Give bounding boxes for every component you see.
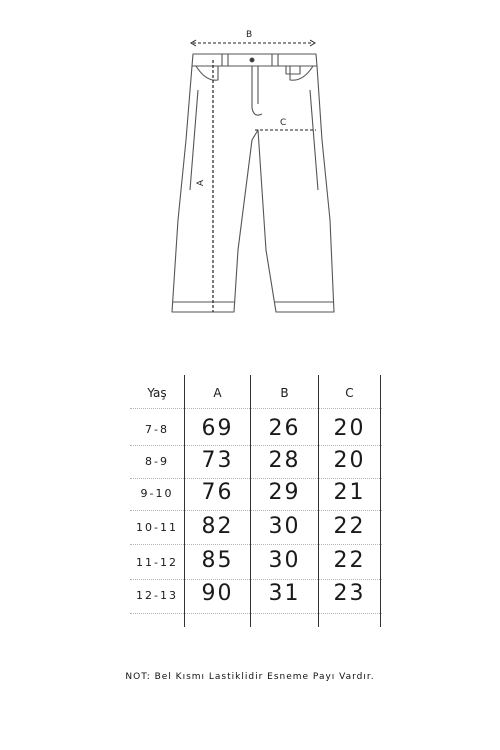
header-b: B — [280, 386, 289, 400]
row-divider — [130, 445, 382, 446]
pants-illustration — [0, 0, 500, 330]
table-cell-b: 30 — [268, 548, 301, 573]
row-divider — [130, 408, 382, 409]
table-cell-c: 23 — [333, 581, 366, 606]
row-divider — [130, 510, 382, 511]
table-cell-b: 30 — [268, 514, 301, 539]
row-divider — [130, 478, 382, 479]
row-divider — [130, 579, 382, 580]
table-cell-a: 73 — [201, 448, 234, 473]
table-cell-c: 22 — [333, 548, 366, 573]
table-row-age: 12-13 — [136, 589, 178, 602]
size-table — [130, 375, 382, 627]
dimension-c-label: C — [280, 118, 287, 128]
table-cell-c: 20 — [333, 448, 366, 473]
table-row-age: 10-11 — [136, 521, 178, 534]
header-age: Yaş — [147, 386, 167, 400]
table-cell-b: 29 — [268, 480, 301, 505]
header-c: C — [345, 386, 354, 400]
pants-measurement-diagram — [0, 0, 500, 330]
dimension-b-label: B — [246, 30, 253, 40]
table-cell-a: 85 — [201, 548, 234, 573]
row-divider — [130, 544, 382, 545]
table-cell-a: 76 — [201, 480, 234, 505]
column-divider — [380, 375, 381, 627]
table-row-age: 7-8 — [145, 423, 169, 436]
table-cell-b: 26 — [268, 416, 301, 441]
table-cell-c: 20 — [333, 416, 366, 441]
table-cell-a: 82 — [201, 514, 234, 539]
table-row-age: 11-12 — [136, 556, 178, 569]
table-cell-b: 28 — [268, 448, 301, 473]
table-cell-b: 31 — [268, 581, 301, 606]
table-row-age: 8-9 — [145, 455, 169, 468]
table-cell-c: 21 — [333, 480, 366, 505]
row-divider — [130, 613, 382, 614]
table-cell-a: 90 — [201, 581, 234, 606]
header-a: A — [213, 386, 222, 400]
table-cell-a: 69 — [201, 416, 234, 441]
elastic-waist-note: NOT: Bel Kısmı Lastiklidir Esneme Payı Vardır. — [125, 672, 375, 682]
table-row-age: 9-10 — [140, 487, 174, 500]
table-cell-c: 22 — [333, 514, 366, 539]
dimension-a-label: A — [196, 179, 207, 187]
